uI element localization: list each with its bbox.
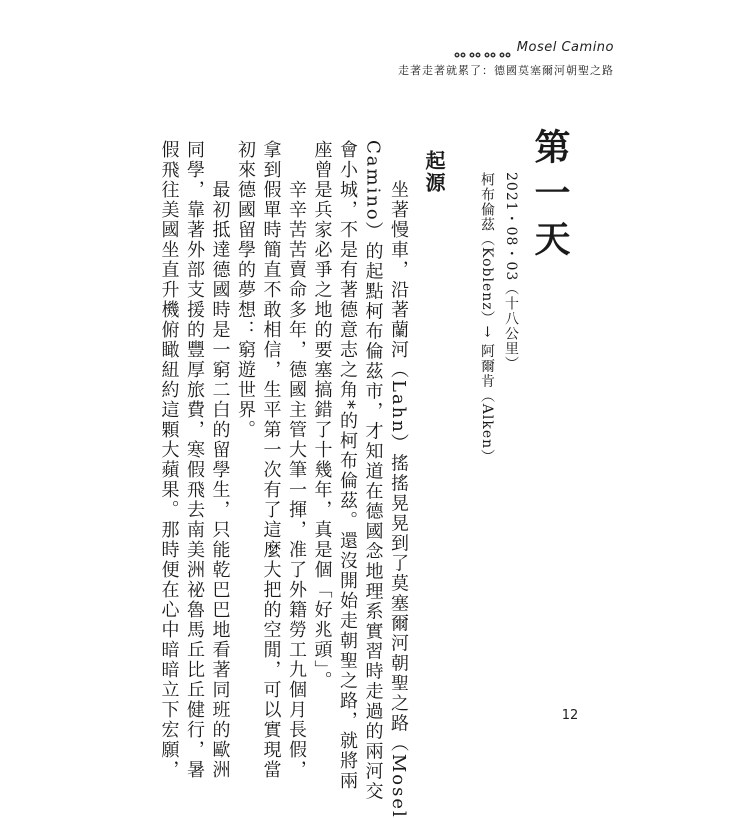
section-heading: 起源 — [422, 150, 446, 194]
page-number: 12 — [561, 708, 579, 723]
chapter-title: 第一天 — [529, 128, 571, 266]
body-line: 座曾是兵家必爭之地的要塞搞錯了十幾年，真是個「好兆頭」。 — [311, 140, 333, 691]
body-text — [156, 140, 411, 819]
book-title: Mosel Camino — [516, 40, 614, 55]
body-line: 拿到假單時簡直不敢相信，生平第一次有了這麼大把的空閒，可以實現當 — [260, 140, 282, 780]
body-line: 最初抵達德國時是一窮二白的留學生，只能乾巴巴地看著同班的歐洲 — [209, 140, 231, 780]
body-line: 同學，靠著外部支援的豐厚旅費，寒假飛去南美洲祕魯馬丘比丘健行，暑 — [184, 140, 205, 780]
body-line: 辛辛苦苦賣命多年，德國主管大筆一揮，准了外籍勞工九個月長假， — [286, 140, 307, 780]
body-line: 初來德國留學的夢想：窮遊世界。 — [235, 140, 256, 440]
body-line: Camino）的起點柯布倫茲市，才知道在德國念地理系實習時走過的兩河交 — [362, 140, 384, 802]
body-line: 會小城，不是有著德意志之角*的柯布倫茲。還沒開始走朝聖之路，就將兩 — [337, 140, 358, 791]
chapter-date: 2021・08・03（十八公里） — [503, 172, 519, 372]
body-line: 假飛往美國坐直升機俯瞰紐約這顆大蘋果。那時便在心中暗暗立下宏願， — [158, 140, 180, 780]
running-head — [454, 40, 614, 55]
header-ornament-icon — [454, 44, 511, 52]
body-line: 坐著慢車，沿著蘭河（Lahn）搖搖晃晃到了莫塞爾河朝聖之路（Mosel — [388, 140, 409, 819]
chapter-route: 柯布倫茲（Koblenz）→ 阿爾肯（Alken） — [479, 172, 495, 465]
book-subtitle: 走著走著就累了：德國莫塞爾河朝聖之路 — [398, 64, 614, 77]
